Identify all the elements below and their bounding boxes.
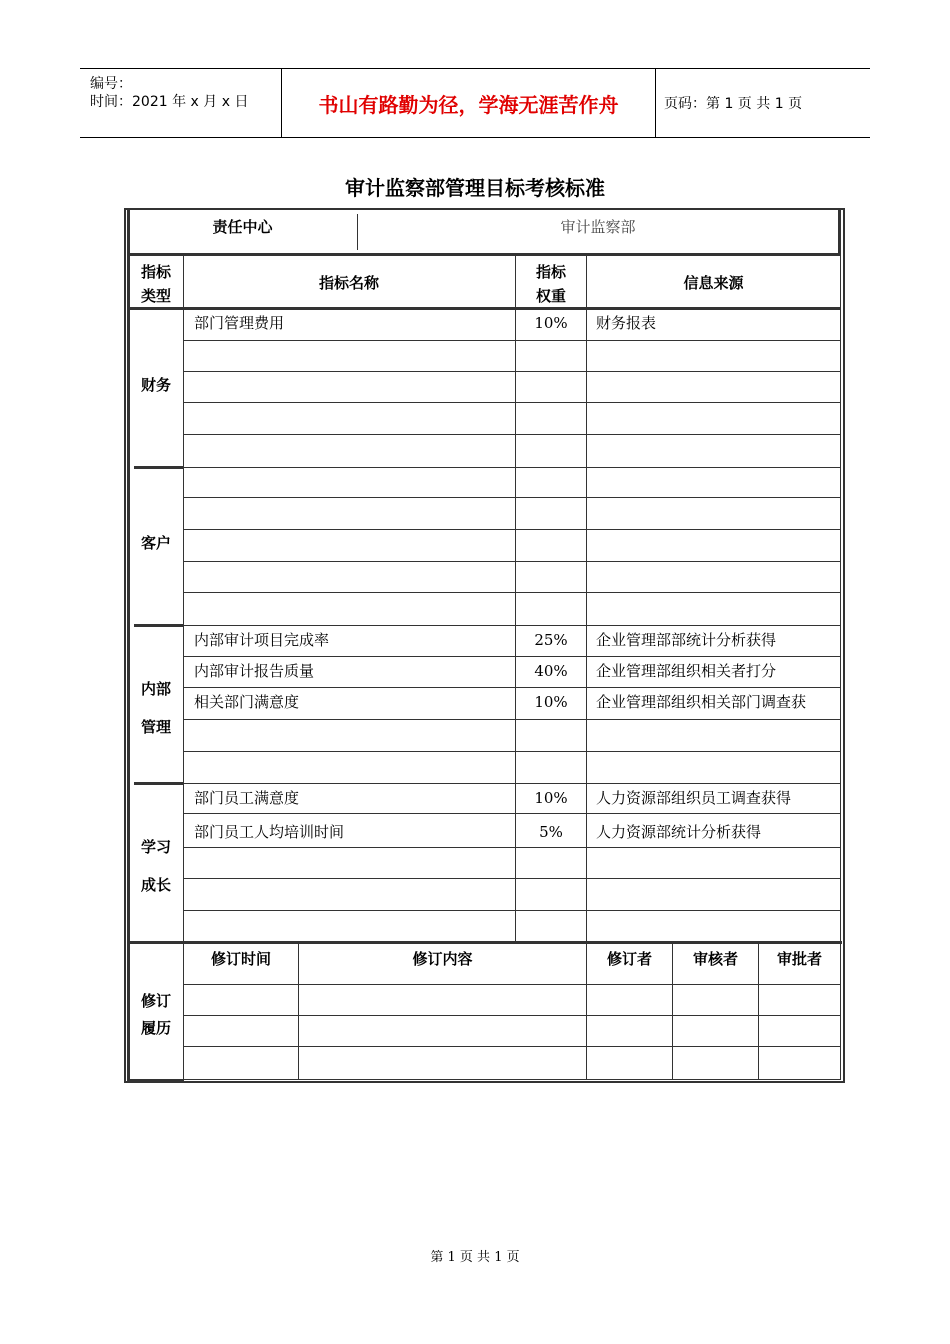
table-inner-border-right (838, 210, 841, 254)
section-divider (134, 624, 184, 627)
category-internal: 内部 管理 (140, 680, 171, 736)
grid-line (184, 751, 840, 752)
col-type-header: 指标 类型 (140, 263, 171, 305)
page-title: 审计监察部管理目标考核标准 (345, 176, 605, 200)
page-label: 页码：第 1 页 共 1 页 (664, 96, 803, 112)
row-source: 人力资源部统计分析获得 (596, 823, 762, 841)
number-label: 编号： (90, 76, 132, 92)
grid-line (184, 340, 840, 341)
revision-col-content: 修订内容 (412, 950, 473, 968)
row-source: 企业管理部部统计分析获得 (596, 631, 777, 649)
page-footer: 第 1 页 共 1 页 (430, 1250, 520, 1265)
category-customer: 客户 (140, 534, 171, 552)
row-source: 企业管理部组织相关部门调查获 (596, 693, 807, 711)
grid-line (130, 1079, 184, 1082)
category-finance: 财务 (140, 376, 171, 394)
grid-line (184, 984, 840, 985)
row-name: 部门员工人均培训时间 (194, 823, 345, 841)
grid-line (184, 1079, 840, 1080)
grid-line (586, 254, 587, 942)
row-source: 人力资源部组织员工调查获得 (596, 789, 792, 807)
col-name-header: 指标名称 (318, 274, 379, 292)
revision-label: 修订 履历 (140, 992, 171, 1037)
row-name: 部门员工满意度 (194, 789, 300, 807)
header-meta (80, 69, 280, 137)
col-weight-header: 指标 权重 (535, 263, 566, 305)
revision-col-reviewer: 审核者 (692, 950, 738, 968)
grid-line (184, 434, 840, 435)
header-top-line (130, 253, 840, 256)
grid-line (184, 592, 840, 593)
grid-line (184, 878, 840, 879)
row-weight: 10% (534, 314, 568, 332)
grid-line (184, 910, 840, 911)
grid-line (184, 467, 840, 468)
grid-line (184, 1046, 840, 1047)
col-source-header: 信息来源 (683, 274, 744, 292)
revision-col-approver: 审批者 (776, 950, 822, 968)
row-weight: 10% (534, 693, 568, 711)
row-weight: 10% (534, 789, 568, 807)
grid-line (183, 254, 184, 942)
grid-line (184, 402, 840, 403)
grid-line (840, 254, 841, 942)
grid-line (840, 942, 841, 1080)
grid-line (184, 371, 840, 372)
row-name: 部门管理费用 (194, 314, 285, 332)
row-name: 相关部门满意度 (194, 693, 300, 711)
row-weight: 40% (534, 662, 568, 680)
row-source: 企业管理部组织相关者打分 (596, 662, 777, 680)
responsibility-value: 审计监察部 (560, 218, 636, 236)
category-learning: 学习 成长 (140, 838, 171, 894)
section-divider (134, 782, 184, 785)
responsibility-label: 责任中心 (212, 218, 273, 236)
motto: 书山有路勤为径，学海无涯苦作舟 (281, 69, 656, 137)
grid-line (184, 719, 840, 720)
revision-col-reviser: 修订者 (606, 950, 652, 968)
row-name: 内部审计报告质量 (194, 662, 315, 680)
row-name: 内部审计项目完成率 (194, 631, 330, 649)
grid-line (184, 561, 840, 562)
grid-line (184, 529, 840, 530)
row-source: 财务报表 (596, 314, 657, 332)
date-label: 时间：2021 年 x 月 x 日 (90, 94, 249, 110)
grid-line (184, 1015, 840, 1016)
row-weight: 5% (539, 823, 563, 841)
table-inner-border (127, 210, 130, 1082)
row-weight: 25% (534, 631, 568, 649)
section-divider (134, 466, 184, 469)
revision-col-time: 修订时间 (210, 950, 271, 968)
document-header (80, 68, 870, 138)
grid-line (184, 497, 840, 498)
